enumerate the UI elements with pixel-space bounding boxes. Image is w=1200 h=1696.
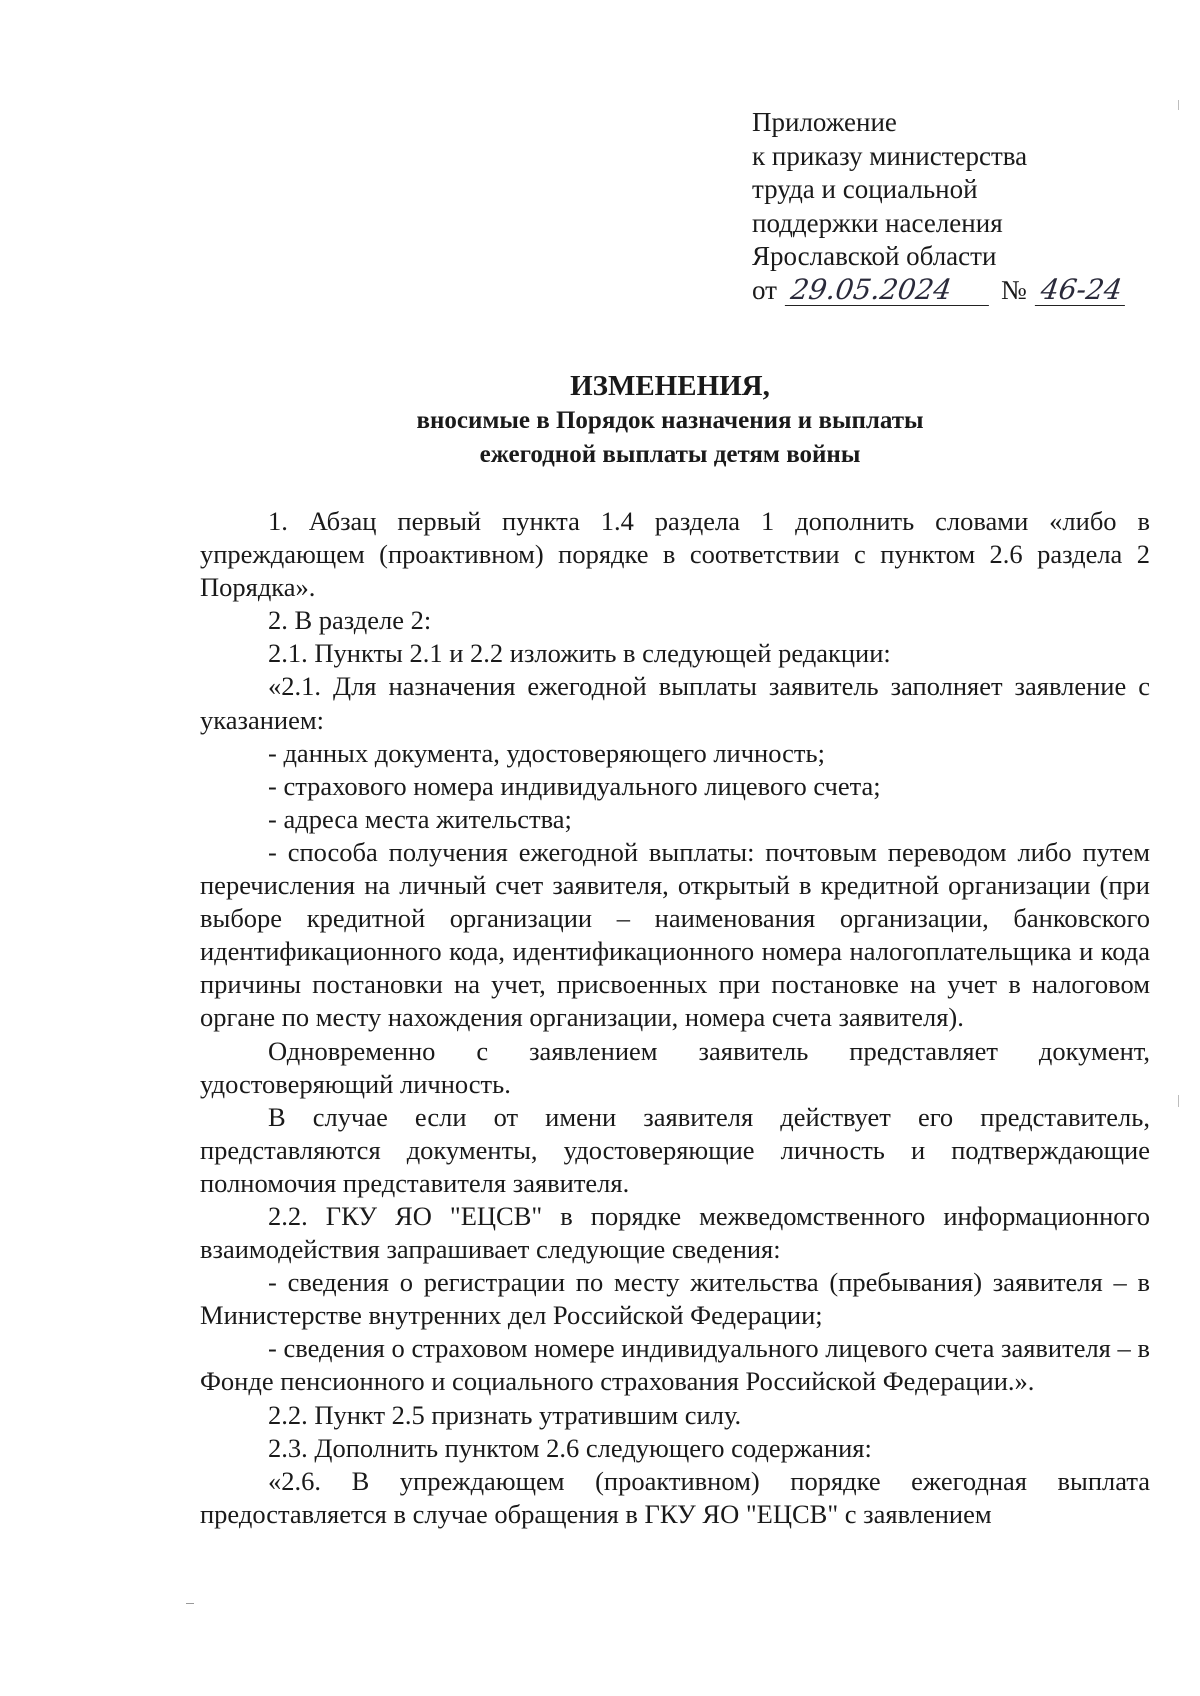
list-item-6: - сведения о страховом номере индивидуального лицевого счета заявителя – в Фонде пенсионного и социального страхования Российской Федерации.». — [200, 1333, 1150, 1397]
approval-line-1: Приложение — [752, 107, 897, 137]
list-item-3: - адреса места жительства; — [268, 803, 572, 834]
from-label: от — [752, 274, 777, 305]
title-subtitle-2: ежегодной выплаты детям войны — [479, 441, 861, 468]
title-subtitle-1: вносимые в Порядок назначения и выплаты — [416, 407, 924, 434]
approval-line-5: Ярославской области — [752, 241, 997, 271]
list-item-5: - сведения о регистрации по месту жительства (пребывания) заявителя – в Министерстве внутренних дел Российской Федерации; — [200, 1267, 1150, 1331]
list-item-4: - способа получения ежегодной выплаты: почтовым переводом либо путем перечисления на личный счет заявителя, открытый в кредитной организации (при выборе кредитной организации – наименования организации, банковского идентификационного кода, идентификационного номера налогоплательщика и кода причины постановки на учет, присвоенных при постановке на учет в налоговом органе по месту нахождения организации, номера счета заявителя). — [200, 836, 1150, 1033]
scan-artifact-tick — [1178, 1095, 1179, 1107]
paragraph-7: 2.2. ГКУ ЯО "ЕЦСВ" в порядке межведомственного информационного взаимодействия запрашивает следующие сведения: — [200, 1200, 1150, 1265]
paragraph-9: 2.3. Дополнить пунктом 2.6 следующего содержания: — [268, 1432, 872, 1463]
approval-stamp-block — [752, 106, 1152, 307]
document-title — [190, 368, 1150, 472]
approval-date-number-row — [752, 274, 1152, 308]
approval-line-4: поддержки населения — [752, 207, 1003, 238]
paragraph-3: 2.1. Пункты 2.1 и 2.2 изложить в следующей редакции: — [268, 638, 891, 669]
handwritten-date: 29.05.2024 — [785, 275, 993, 306]
scan-artifact-tick — [1178, 100, 1179, 110]
paragraph-5: Одновременно с заявлением заявитель представляет документ, удостоверяющий личность. — [200, 1035, 1150, 1099]
approval-line-3: труда и социальной — [752, 174, 978, 204]
approval-line-2: к приказу министерства — [752, 140, 1028, 171]
handwritten-number: 46-24 — [1035, 275, 1129, 306]
title-main: ИЗМЕНЕНИЯ, — [570, 370, 770, 402]
paragraph-1: 1. Абзац первый пункта 1.4 раздела 1 дополнить словами «либо в упреждающем (проактивном) порядке в соответствии с пунктом 2.6 раздела 2 Порядка». — [200, 506, 1150, 603]
paragraph-2: 2. В разделе 2: — [268, 605, 432, 636]
list-item-1: - данных документа, удостоверяющего личность; — [268, 737, 825, 768]
paragraph-4: «2.1. Для назначения ежегодной выплаты заявитель заполняет заявление с указанием: — [200, 671, 1150, 735]
list-item-2: - страхового номера индивидуального лицевого счета; — [268, 770, 881, 801]
paragraph-6: В случае если от имени заявителя действует его представитель, представляются документы, удостоверяющие личность и подтверждающие полномочия представителя заявителя. — [200, 1101, 1150, 1198]
number-label: № — [1000, 274, 1027, 305]
paragraph-10: «2.6. В упреждающем (проактивном) порядке ежегодная выплата предоставляется в случае обращения в ГКУ ЯО "ЕЦСВ" с заявлением — [200, 1465, 1150, 1529]
document-body — [200, 505, 1150, 1531]
scan-artifact-mark — [186, 1603, 194, 1604]
paragraph-8: 2.2. Пункт 2.5 признать утратившим силу. — [268, 1399, 742, 1430]
